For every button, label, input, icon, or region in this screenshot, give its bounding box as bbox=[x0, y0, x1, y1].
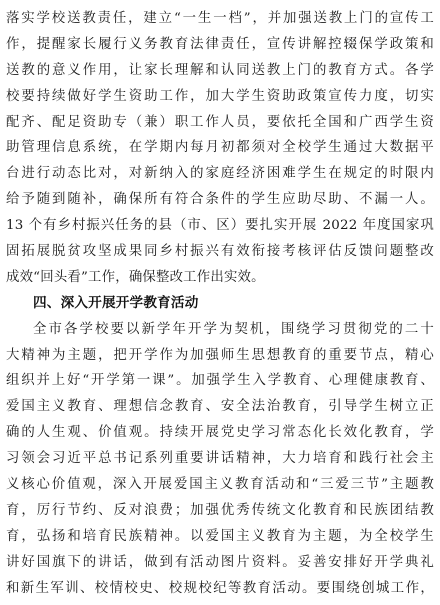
paragraph-continued bbox=[6, 6, 434, 291]
text-line: 爱国主义教育、理想信念教育、安全法治教育，引导学生树立正 bbox=[6, 399, 434, 415]
text-line: 给予随到随补，确保所有符合条件的学生应助尽助、不漏一人。 bbox=[6, 192, 434, 208]
paragraph-section4 bbox=[6, 317, 434, 602]
text-line: 成效“回头看”工作，确保整改工作出实效。 bbox=[6, 269, 265, 285]
text-line: 固拓展脱贫攻坚成果同乡村振兴有效衔接考核评估反馈问题整改 bbox=[6, 244, 434, 260]
text-line: 和新生军训、校情校史、校规校纪等教育活动。要围绕创城工作， bbox=[6, 580, 434, 596]
text-line: 全市各学校要以新学年开学为契机，围绕学习贯彻党的二十 bbox=[33, 321, 434, 337]
text-line: 助管理信息系统，在学期内每月初都须对全校学生通过大数据平 bbox=[6, 140, 434, 156]
text-line: 台进行动态比对，对新纳入的家庭经济困难学生在规定的时限内 bbox=[6, 166, 434, 182]
text-line: 组织并上好“开学第一课”。加强学生入学教育、心理健康教育、 bbox=[6, 373, 434, 389]
text-line: 习领会习近平总书记系列重要讲话精神，大力培育和践行社会主 bbox=[6, 451, 434, 467]
text-line: 落实学校送教责任，建立“一生一档”，并加强送教上门的宣传工 bbox=[6, 11, 434, 26]
text-line: 育，弘扬和培育民族精神。以爱国主义教育为主题，为全校学生 bbox=[6, 528, 434, 544]
section-heading: 四、深入开展开学教育活动 bbox=[33, 294, 199, 311]
text-line: 配齐、配足资助专（兼）职工作人员，要依托全国和广西学生资 bbox=[6, 114, 434, 130]
text-line: 校要持续做好学生资助工作，加大学生资助政策宣传力度，切实 bbox=[6, 88, 434, 104]
text-line: 送教的意义作用，让家长理解和认同送教上门的教育方式。各学 bbox=[6, 62, 434, 78]
text-line: 义核心价值观，深入开展爱国主义教育活动和“三爱三节”主题教 bbox=[6, 477, 434, 493]
text-line: 作，提醒家长履行义务教育法律责任，宣传讲解控辍保学政策和 bbox=[6, 36, 434, 52]
text-line: 育，厉行节约、反对浪费；加强优秀传统文化教育和民族团结教 bbox=[6, 502, 434, 518]
text-line: 13 个有乡村振兴任务的县（市、区）要扎实开展 2022 年度国家巩 bbox=[6, 218, 434, 234]
text-line: 讲好国旗下的讲话，做到有活动图片资料。妥善安排好开学典礼 bbox=[6, 554, 434, 570]
text-line: 大精神为主题，把开学作为加强师生思想教育的重要节点，精心 bbox=[6, 347, 434, 363]
text-line: 确的人生观、价值观。持续开展党史学习常态化长效化教育，学 bbox=[6, 425, 434, 441]
